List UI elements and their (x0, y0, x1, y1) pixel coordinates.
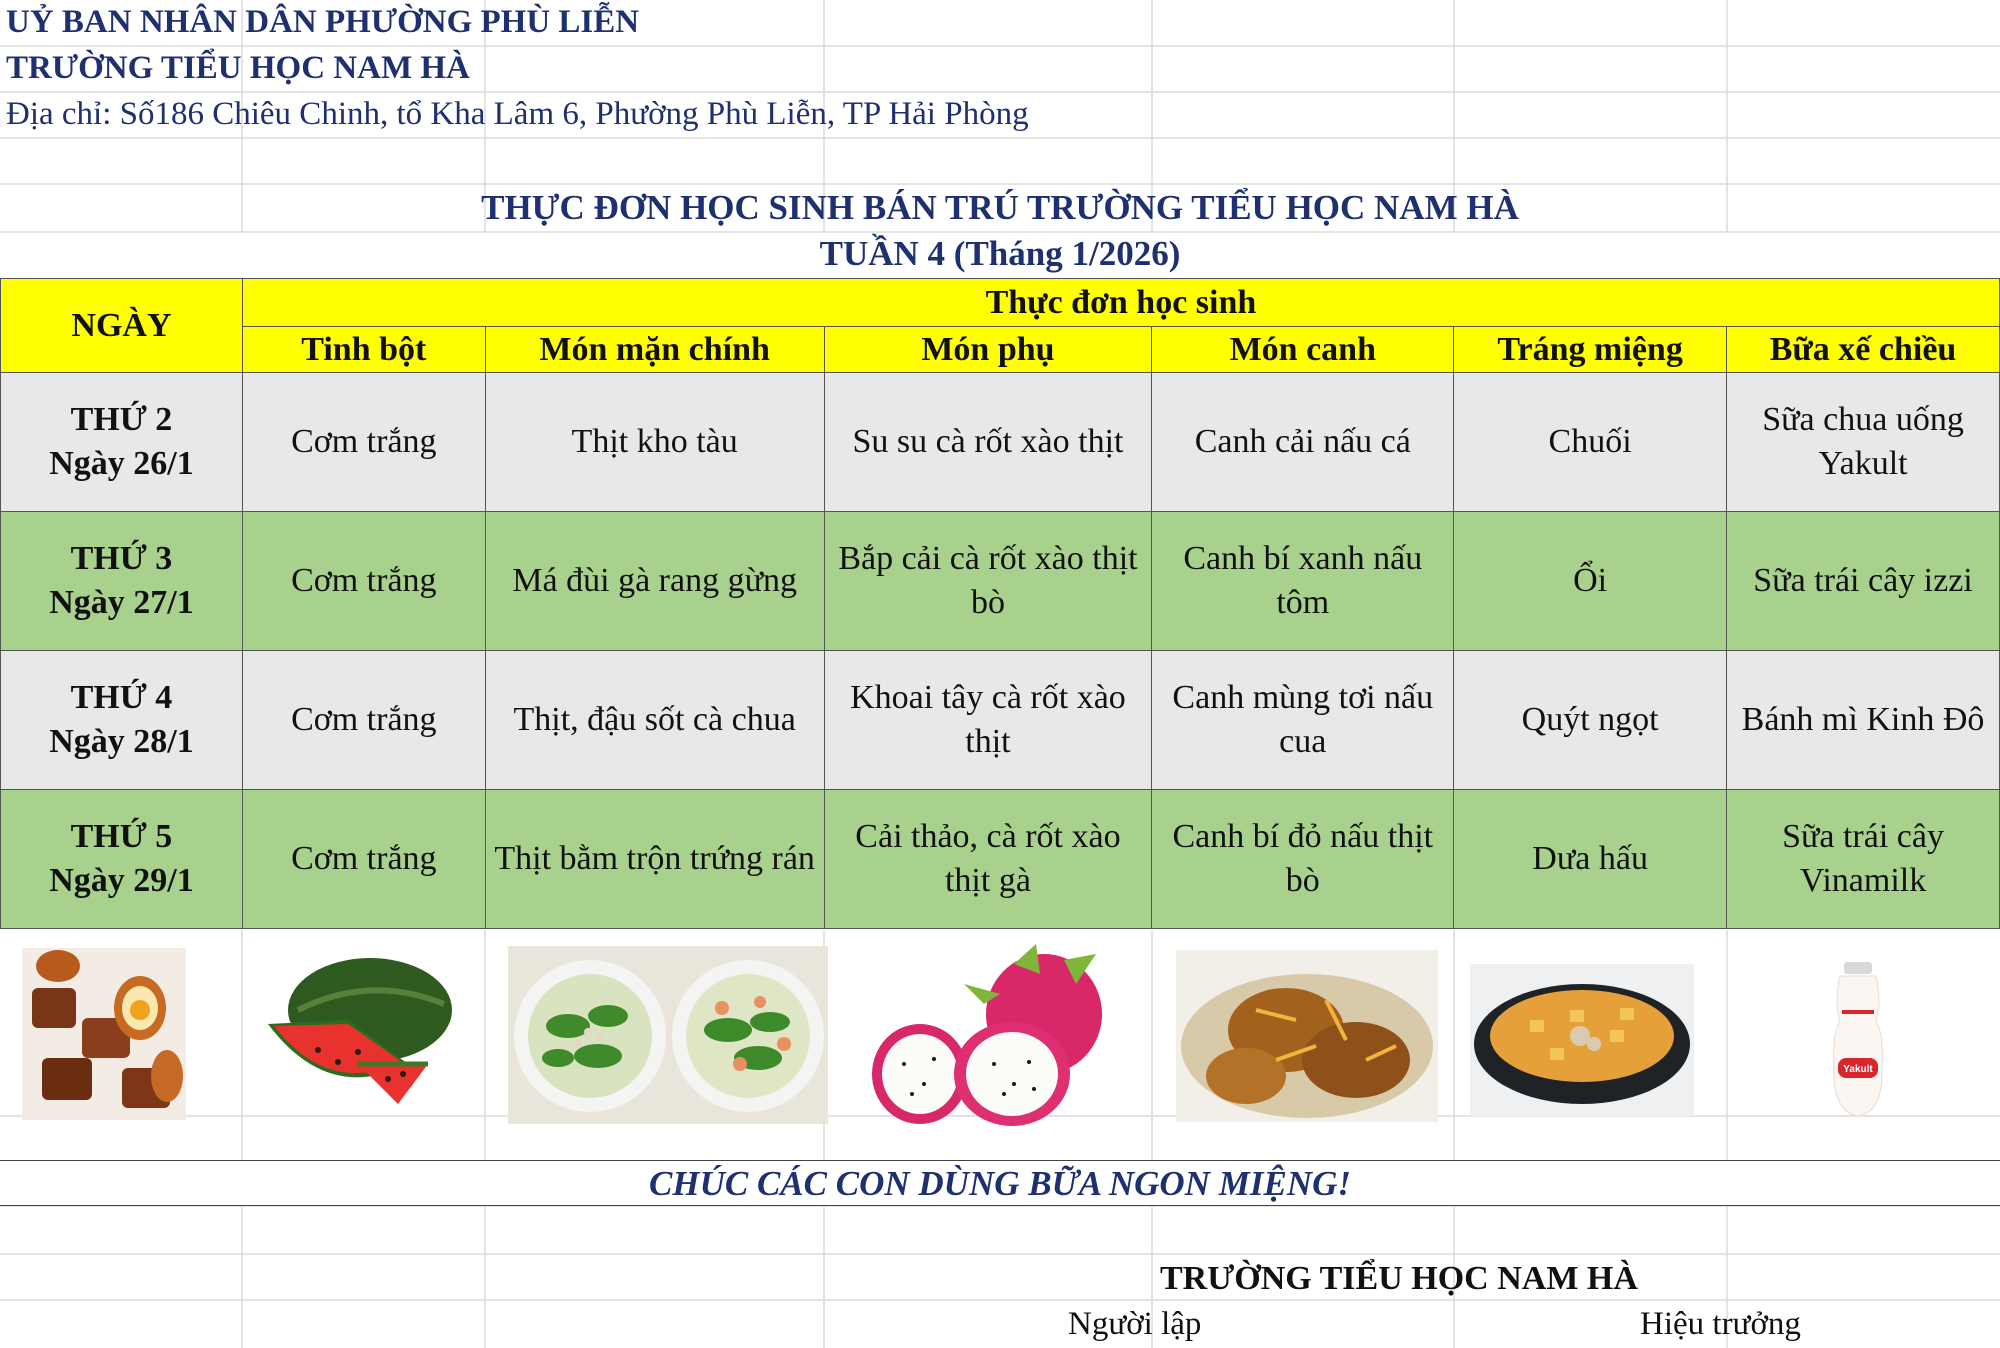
menu-cell: Canh mùng tơi nấu cua (1152, 651, 1454, 790)
pumpkin-soup-image (1470, 964, 1694, 1116)
weekday: THỨ 2 (70, 401, 173, 438)
date: Ngày 29/1 (49, 862, 194, 899)
menu-table (0, 278, 2000, 929)
week-label: TUẦN 4 (Tháng 1/2026) (819, 234, 1181, 273)
menu-cell: Dưa hấu (1454, 790, 1727, 929)
menu-cell: Cơm trắng (242, 373, 485, 512)
weekday: THỨ 4 (70, 679, 173, 716)
menu-cell: Sữa trái cây Vinamilk (1727, 790, 2000, 929)
menu-cell: Canh bí xanh nấu tôm (1152, 512, 1454, 651)
menu-cell: Chuối (1454, 373, 1727, 512)
menu-cell: Bánh mì Kinh Đô (1727, 651, 2000, 790)
yakult-logo-text: Yakult (1843, 1064, 1873, 1075)
yakult-bottle-image (1830, 962, 1886, 1118)
weekday: THỨ 3 (70, 540, 173, 577)
menu-cell: Canh cải nấu cá (1152, 373, 1454, 512)
ginger-chicken-image (1176, 950, 1438, 1122)
school-name: TRƯỜNG TIỂU HỌC NAM HÀ (6, 50, 470, 86)
menu-cell: Cải thảo, cà rốt xào thịt gà (824, 790, 1152, 929)
school-address: Địa chỉ: Số186 Chiêu Chinh, tổ Kha Lâm 6, Phường Phù Liễn, TP Hải Phòng (6, 96, 1029, 132)
menu-cell: Sữa trái cây izzi (1727, 512, 2000, 651)
column-header-afternoon-snack: Bữa xế chiều (1727, 327, 2000, 373)
day-cell (1, 790, 243, 929)
date: Ngày 28/1 (49, 723, 194, 760)
column-header-dessert: Tráng miệng (1454, 327, 1727, 373)
watermelon-image (258, 954, 454, 1110)
table-row (1, 373, 2000, 512)
menu-cell: Bắp cải cà rốt xào thịt bò (824, 512, 1152, 651)
day-cell (1, 651, 243, 790)
date: Ngày 27/1 (49, 584, 194, 621)
column-header-soup: Món canh (1152, 327, 1454, 373)
menu-cell: Quýt ngọt (1454, 651, 1727, 790)
vegetable-soup-image (508, 946, 828, 1124)
menu-cell: Su su cà rốt xào thịt (824, 373, 1152, 512)
day-cell (1, 512, 243, 651)
column-header-starch: Tinh bột (242, 327, 485, 373)
menu-title: THỰC ĐƠN HỌC SINH BÁN TRÚ TRƯỜNG TIỂU HỌC NAM HÀ (481, 188, 1519, 227)
table-row (1, 651, 2000, 790)
dragon-fruit-image (864, 944, 1116, 1130)
menu-cell: Thịt bằm trộn trứng rán (485, 790, 824, 929)
menu-cell: Thịt kho tàu (485, 373, 824, 512)
menu-cell: Khoai tây cà rốt xào thịt (824, 651, 1152, 790)
signature-school: TRƯỜNG TIỂU HỌC NAM HÀ (1160, 1260, 1638, 1297)
closing-slogan: CHÚC CÁC CON DÙNG BỮA NGON MIỆNG! (0, 1160, 2000, 1206)
menu-group-header: Thực đơn học sinh (242, 279, 1999, 327)
date: Ngày 26/1 (49, 445, 194, 482)
menu-cell: Canh bí đỏ nấu thịt bò (1152, 790, 1454, 929)
braised-pork-eggs-image (22, 948, 186, 1120)
column-header-side-dish: Món phụ (824, 327, 1152, 373)
menu-cell: Sữa chua uống Yakult (1727, 373, 2000, 512)
day-cell (1, 373, 243, 512)
menu-cell: Cơm trắng (242, 512, 485, 651)
menu-cell: Cơm trắng (242, 651, 485, 790)
table-row (1, 512, 2000, 651)
menu-cell: Má đùi gà rang gừng (485, 512, 824, 651)
menu-cell: Thịt, đậu sốt cà chua (485, 651, 824, 790)
weekday: THỨ 5 (70, 818, 173, 855)
menu-cell: Ổi (1454, 512, 1727, 651)
table-row (1, 790, 2000, 929)
column-header-main-dish: Món mặn chính (485, 327, 824, 373)
org-name: UỶ BAN NHÂN DÂN PHƯỜNG PHÙ LIỄN (6, 4, 640, 40)
day-column-header: NGÀY (1, 279, 243, 373)
menu-cell: Cơm trắng (242, 790, 485, 929)
principal-label: Hiệu trưởng (1640, 1306, 1801, 1342)
preparer-label: Người lập (1068, 1306, 1202, 1342)
